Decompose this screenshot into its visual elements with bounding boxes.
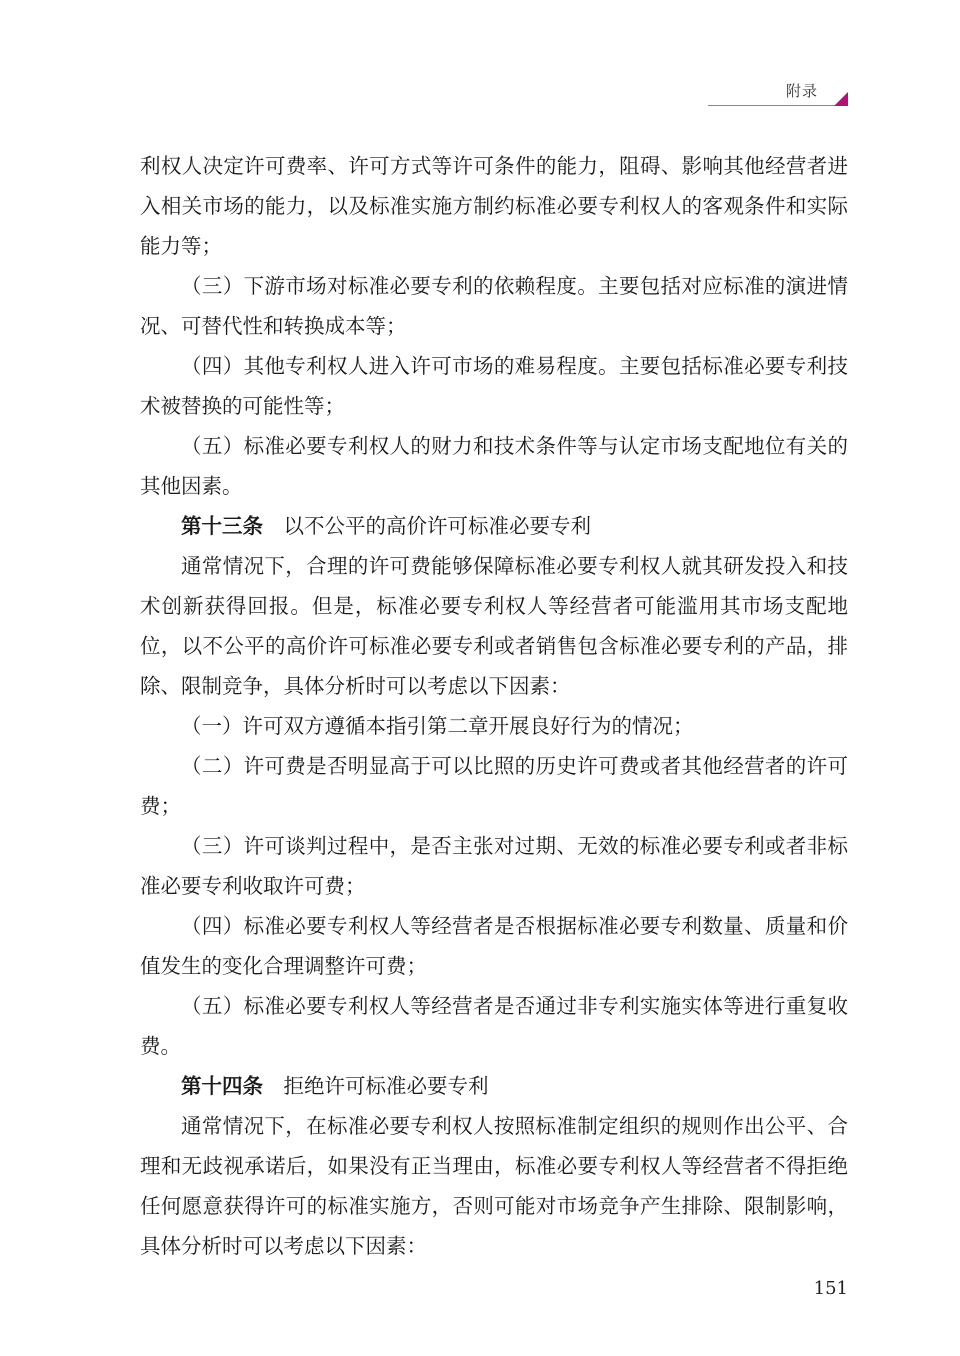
running-header xyxy=(688,78,848,108)
article-heading xyxy=(140,506,848,546)
paragraph: （一）许可双方遵循本指引第二章开展良好行为的情况； xyxy=(181,714,694,738)
header-section-label: 附录 xyxy=(785,82,818,100)
article-number: 第十三条 xyxy=(181,514,263,538)
paragraph: 通常情况下，在标准必要专利权人按照标准制定组织的规则作出公平、合理和无歧视承诺后，如果没有正当理由，标准必要专利权人等经营者不得拒绝任何愿意获得许可的标准实施方，否则可能对市场竞争产生排除、限制影响，具体分析时可以考虑以下因素： xyxy=(140,1114,848,1258)
paragraph: 通常情况下，合理的许可费能够保障标准必要专利权人就其研发投入和技术创新获得回报。但是，标准必要专利权人等经营者可能滥用其市场支配地位，以不公平的高价许可标准必要专利或者销售包含标准必要专利的产品，排除、限制竞争，具体分析时可以考虑以下因素： xyxy=(140,554,848,698)
paragraph: （三）下游市场对标准必要专利的依赖程度。主要包括对应标准的演进情况、可替代性和转换成本等； xyxy=(140,274,848,338)
paragraph: （三）许可谈判过程中，是否主张对过期、无效的标准必要专利或者非标准必要专利收取许可费； xyxy=(140,834,848,898)
paragraph: （五）标准必要专利权人的财力和技术条件等与认定市场支配地位有关的其他因素。 xyxy=(140,434,848,498)
page-body xyxy=(140,146,848,1266)
article-heading xyxy=(140,1066,848,1106)
paragraph: （二）许可费是否明显高于可以比照的历史许可费或者其他经营者的许可费； xyxy=(140,754,848,818)
header-rule xyxy=(708,105,848,106)
article-title: 拒绝许可标准必要专利 xyxy=(283,1074,489,1098)
header-triangle-mark xyxy=(834,92,848,106)
article-title: 以不公平的高价许可标准必要专利 xyxy=(283,514,591,538)
paragraph: （五）标准必要专利权人等经营者是否通过非专利实施实体等进行重复收费。 xyxy=(140,994,848,1058)
page-number: 151 xyxy=(813,1278,848,1299)
paragraph: （四）标准必要专利权人等经营者是否根据标准必要专利数量、质量和价值发生的变化合理调整许可费； xyxy=(140,914,848,978)
article-number: 第十四条 xyxy=(181,1074,263,1098)
paragraph: 利权人决定许可费率、许可方式等许可条件的能力，阻碍、影响其他经营者进入相关市场的能力，以及标准实施方制约标准必要专利权人的客观条件和实际能力等； xyxy=(140,154,848,258)
paragraph: （四）其他专利权人进入许可市场的难易程度。主要包括标准必要专利技术被替换的可能性等； xyxy=(140,354,848,418)
